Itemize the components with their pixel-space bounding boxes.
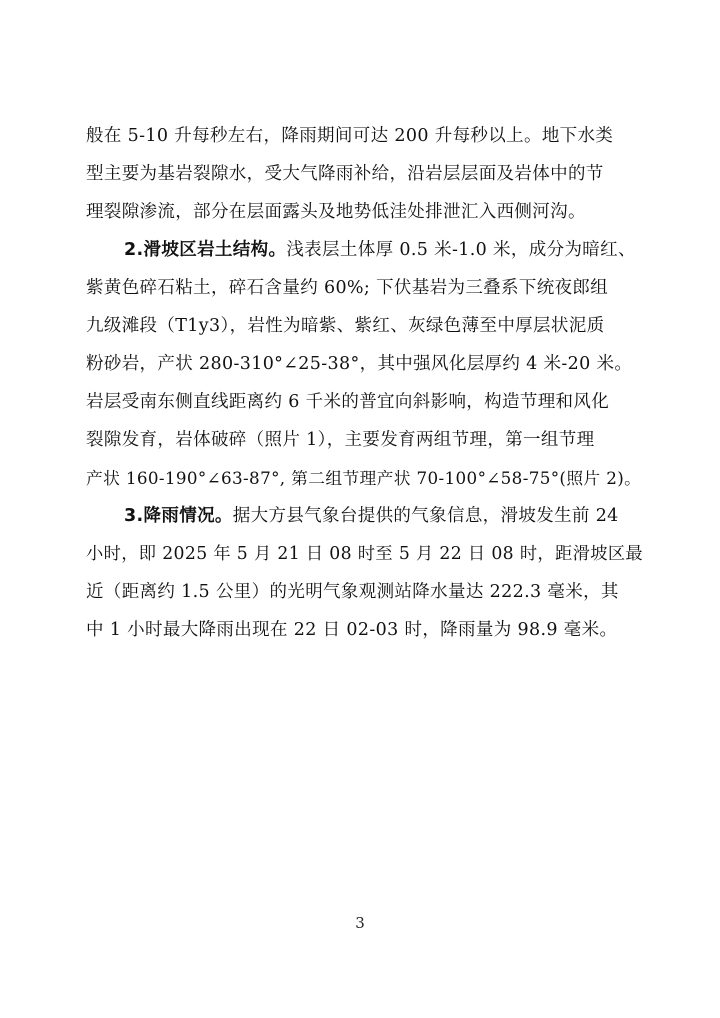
text-line: 近（距离约 1.5 公里）的光明气象观测站降水量达 222.3 毫米，其 (86, 582, 619, 602)
paragraph-first-line (124, 238, 636, 262)
text-line: 小时，即 2025 年 5 月 21 日 08 时至 5 月 22 日 08 时，距滑坡区最 (86, 544, 644, 564)
text-run: 据大方县气象台提供的气象信息，滑坡发生前 24 (232, 506, 619, 526)
text-line: 中 1 小时最大降雨出现在 22 日 02-03 时，降雨量为 98.9 毫米。 (86, 620, 618, 640)
text-line: 型主要为基岩裂隙水，受大气降雨补给，沿岩层层面及岩体中的节 (86, 164, 604, 184)
text-line: 产状 160-190°∠63-87°, 第二组节理产状 70-100°∠58-75°(照片 2)。 (86, 468, 642, 488)
text-line: 粉砂岩，产状 280-310°∠25-38°，其中强风化层厚约 4 米-20 米。 (86, 354, 633, 374)
text-line: 裂隙发育，岩体破碎（照片 1），主要发育两组节理，第一组节理 (86, 430, 595, 450)
text-line: 般在 5-10 升每秒左右，降雨期间可达 200 升每秒以上。地下水类 (86, 126, 614, 146)
text-line: 九级滩段（T1y3），岩性为暗紫、紫红、灰绿色薄至中厚层状泥质 (86, 316, 605, 336)
section-heading: 3.降雨情况。 (124, 506, 233, 526)
text-run: 浅表层土体厚 0.5 米-1.0 米，成分为暗红、 (286, 240, 636, 260)
page-number: 3 (355, 914, 365, 932)
text-line: 理裂隙渗流，部分在层面露头及地势低洼处排泄汇入西侧河沟。 (86, 202, 586, 222)
section-heading: 2.滑坡区岩土结构。 (124, 240, 287, 260)
paragraph-first-line (124, 504, 619, 528)
text-line: 紫黄色碎石粘土，碎石含量约 60%; 下伏基岩为三叠系下统夜郎组 (86, 278, 609, 298)
text-line: 岩层受南东侧直线距离约 6 千米的普宜向斜影响，构造节理和风化 (86, 392, 610, 412)
